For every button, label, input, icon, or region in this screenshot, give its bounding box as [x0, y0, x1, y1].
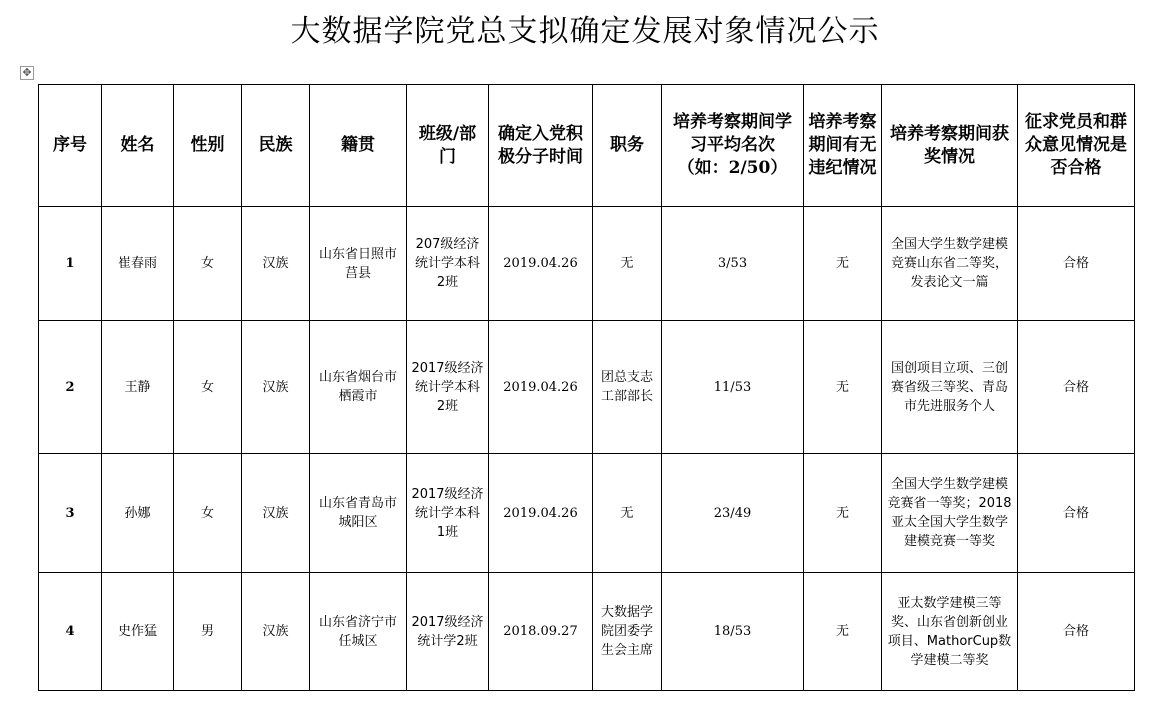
cell-opinion: 合格 [1018, 454, 1135, 573]
cell-name: 孙娜 [102, 454, 174, 573]
cell-index: 1 [39, 207, 102, 321]
header-index: 序号 [39, 85, 102, 207]
cell-opinion: 合格 [1018, 573, 1135, 691]
header-rank: 培养考察期间学习平均名次（如：2/50） [662, 85, 804, 207]
cell-activist-date: 2018.09.27 [489, 573, 593, 691]
header-position: 职务 [593, 85, 662, 207]
cell-gender: 女 [174, 207, 242, 321]
cell-rank: 18/53 [662, 573, 804, 691]
header-class: 班级/部门 [407, 85, 489, 207]
header-origin: 籍贯 [310, 85, 407, 207]
cell-origin: 山东省烟台市栖霞市 [310, 321, 407, 454]
page-title: 大数据学院党总支拟确定发展对象情况公示 [290, 14, 880, 49]
header-ethnicity: 民族 [242, 85, 310, 207]
table-row [39, 321, 1135, 454]
publicity-table [38, 84, 1135, 691]
cell-name: 王静 [102, 321, 174, 454]
cell-origin: 山东省青岛市城阳区 [310, 454, 407, 573]
cell-class: 2017级经济统计学本科1班 [407, 454, 489, 573]
cell-discipline: 无 [804, 573, 882, 691]
cell-index: 4 [39, 573, 102, 691]
cell-awards: 国创项目立项、三创赛省级三等奖、青岛市先进服务个人 [882, 321, 1018, 454]
cell-origin: 山东省济宁市任城区 [310, 573, 407, 691]
cell-ethnicity: 汉族 [242, 454, 310, 573]
header-opinion: 征求党员和群众意见情况是否合格 [1018, 85, 1135, 207]
cell-activist-date: 2019.04.26 [489, 207, 593, 321]
table-row [39, 207, 1135, 321]
cell-rank: 11/53 [662, 321, 804, 454]
cell-gender: 女 [174, 454, 242, 573]
table-row [39, 454, 1135, 573]
cell-class: 2017级经济统计学本科2班 [407, 321, 489, 454]
cell-awards: 亚太数学建模三等奖、山东省创新创业项目、MathorCup数学建模二等奖 [882, 573, 1018, 691]
cell-position: 团总支志工部部长 [593, 321, 662, 454]
cell-name: 崔春雨 [102, 207, 174, 321]
cell-position: 无 [593, 454, 662, 573]
header-activist-date: 确定入党积极分子时间 [489, 85, 593, 207]
cell-activist-date: 2019.04.26 [489, 454, 593, 573]
header-row [39, 85, 1135, 207]
table-move-handle-icon[interactable]: ✥ [20, 66, 34, 80]
cell-gender: 女 [174, 321, 242, 454]
table-row [39, 573, 1135, 691]
cell-awards: 全国大学生数学建模竞赛省一等奖；2018亚太全国大学生数学建模竞赛一等奖 [882, 454, 1018, 573]
cell-origin: 山东省日照市莒县 [310, 207, 407, 321]
cell-class: 2017级经济统计学2班 [407, 573, 489, 691]
cell-class: 207级经济统计学本科2班 [407, 207, 489, 321]
header-awards: 培养考察期间获奖情况 [882, 85, 1018, 207]
cell-index: 2 [39, 321, 102, 454]
header-name: 姓名 [102, 85, 174, 207]
cell-gender: 男 [174, 573, 242, 691]
cell-index: 3 [39, 454, 102, 573]
cell-ethnicity: 汉族 [242, 321, 310, 454]
cell-rank: 23/49 [662, 454, 804, 573]
cell-discipline: 无 [804, 454, 882, 573]
cell-discipline: 无 [804, 321, 882, 454]
cell-position: 大数据学院团委学生会主席 [593, 573, 662, 691]
cell-awards: 全国大学生数学建模竞赛山东省二等奖，发表论文一篇 [882, 207, 1018, 321]
header-discipline: 培养考察期间有无违纪情况 [804, 85, 882, 207]
cell-opinion: 合格 [1018, 321, 1135, 454]
cell-opinion: 合格 [1018, 207, 1135, 321]
cell-discipline: 无 [804, 207, 882, 321]
cell-position: 无 [593, 207, 662, 321]
cell-rank: 3/53 [662, 207, 804, 321]
cell-activist-date: 2019.04.26 [489, 321, 593, 454]
cell-ethnicity: 汉族 [242, 207, 310, 321]
header-gender: 性别 [174, 85, 242, 207]
cell-name: 史作猛 [102, 573, 174, 691]
cell-ethnicity: 汉族 [242, 573, 310, 691]
